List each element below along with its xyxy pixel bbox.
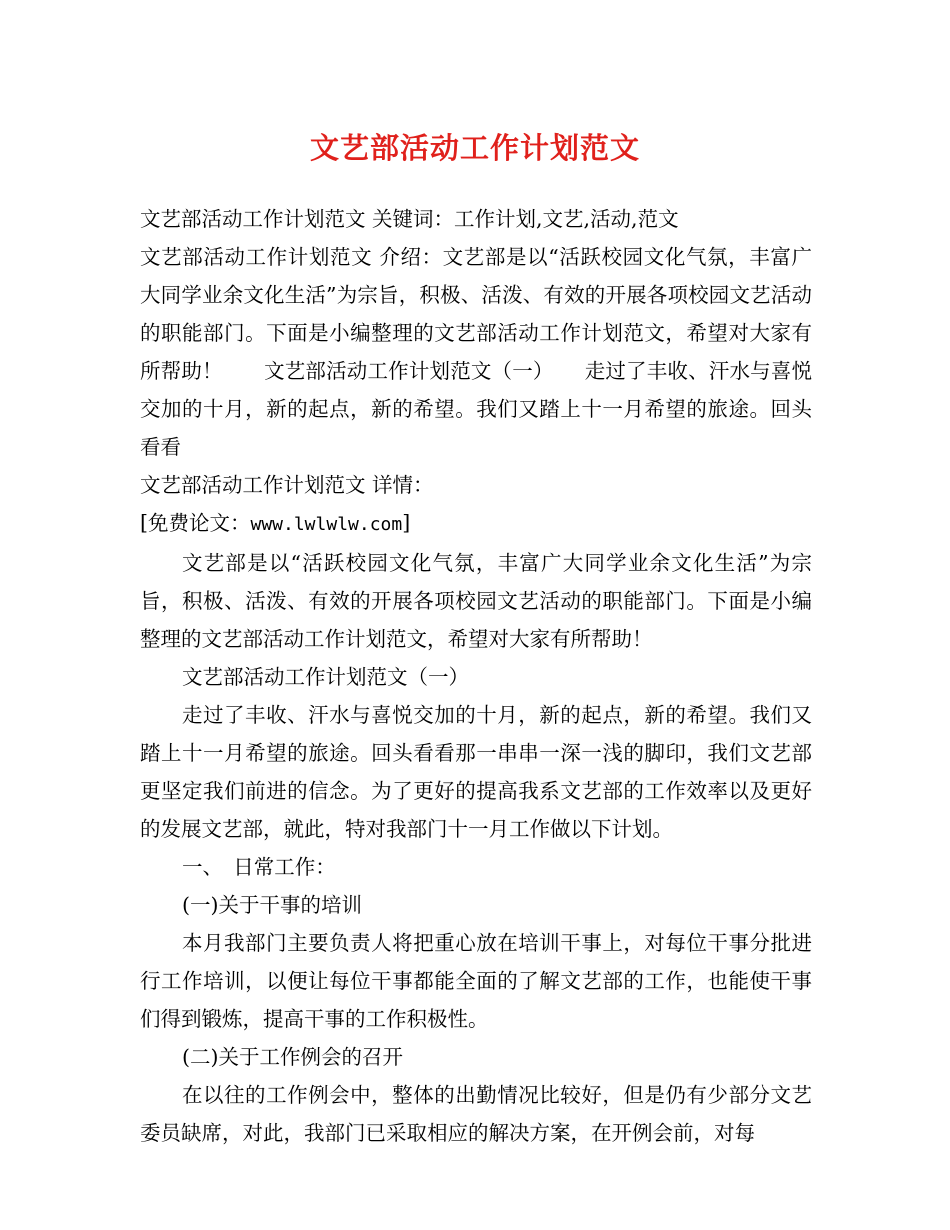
body-paragraph-1: 文艺部是以“活跃校园文化气氛，丰富广大同学业余文化生活”为宗旨，积极、活泼、有效的开展各项校园文艺活动的职能部门。下面是小编整理的文艺部活动工作计划范文，希望对大家有所帮助！: [140, 551, 812, 651]
details-line: 文艺部活动工作计划范文 详情：: [140, 473, 434, 497]
intro-paragraph: 文艺部活动工作计划范文 介绍：文艺部是以“活跃校园文化气氛，丰富广大同学业余文化生活”为宗旨，积极、活泼、有效的开展各项校园文艺活动的职能部门。下面是小编整理的文艺部活动工作计划范文，希望对大家有所帮助！ 文艺部活动工作计划范文（一） 走过了丰收、汗水与喜悦交加的十月，新的起点，新的希望。我们又踏上十一月希望的旅途。回头看看: [140, 245, 812, 459]
source-link[interactable]: www.lwlwlw.com: [250, 514, 403, 535]
source-line: [140, 504, 812, 544]
document-title: 文艺部活动工作计划范文: [309, 131, 640, 165]
body-paragraph-3: 本月我部门主要负责人将把重心放在培训干事上，对每位干事分批进行工作培训，以便让每位干事都能全面的了解文艺部的工作，也能使干事们得到锻炼，提高干事的工作积极性。: [140, 931, 812, 1031]
body-paragraph-2: 走过了丰收、汗水与喜悦交加的十月，新的起点，新的希望。我们又踏上十一月希望的旅途。回头看看那一串串一深一浅的脚印，我们文艺部更坚定我们前进的信念。为了更好的提高我系文艺部的工作效率以及更好的发展文艺部，就此，特对我部门十一月工作做以下计划。: [140, 703, 812, 841]
body-paragraph-4: 在以往的工作例会中，整体的出勤情况比较好，但是仍有少部分文艺委员缺席，对此，我部门已采取相应的解决方案，在开例会前，对每: [140, 1083, 812, 1145]
subheading-plan-1: 文艺部活动工作计划范文（一）: [182, 665, 469, 689]
document-body: [140, 200, 812, 1152]
item-heading-meeting: (二)关于工作例会的召开: [182, 1045, 403, 1069]
source-prefix: [免费论文：: [140, 511, 251, 535]
source-suffix: ]: [402, 511, 411, 535]
item-heading-training: (一)关于干事的培训: [182, 893, 362, 917]
keywords-line: 文艺部活动工作计划范文 关键词：工作计划,文艺,活动,范文: [140, 207, 679, 231]
section-heading-daily-work: 一、 日常工作：: [182, 855, 336, 879]
